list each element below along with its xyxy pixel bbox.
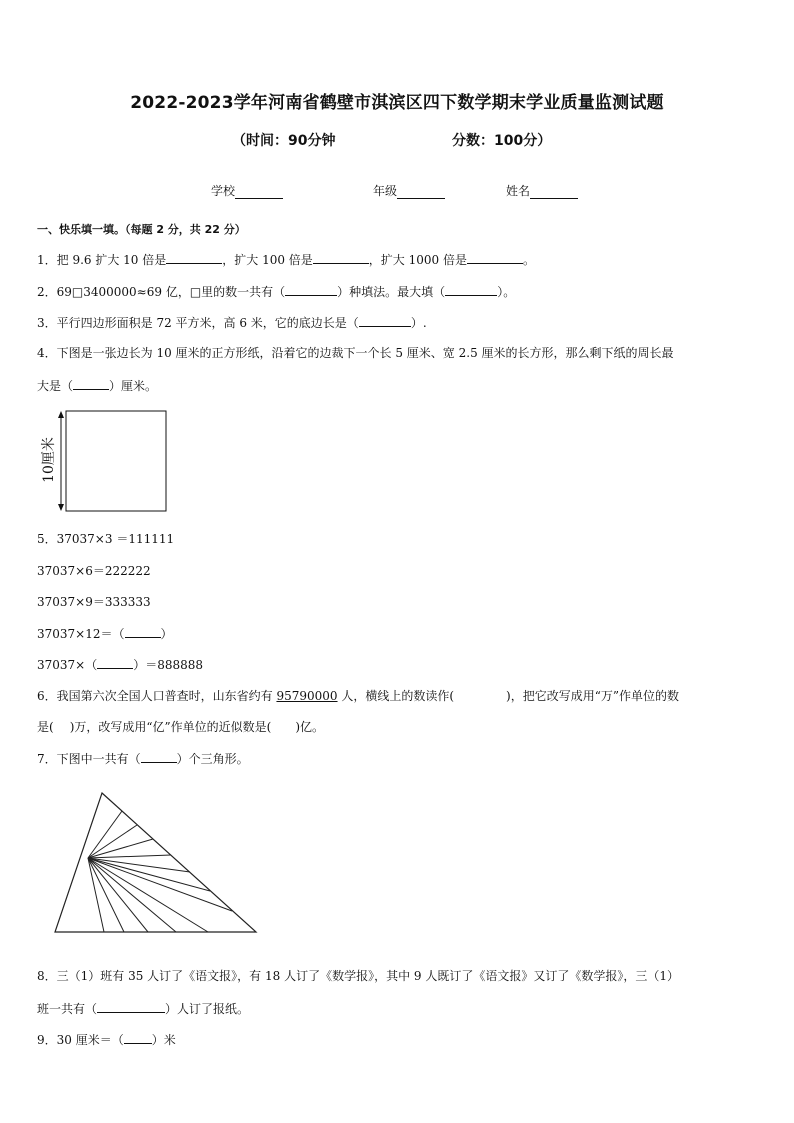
school-label: 学校	[211, 184, 236, 198]
question-6-line-1	[37, 688, 679, 704]
square-shape	[66, 411, 166, 511]
q2-text-a: 2．69□3400000≈69 亿，□里的数一共有（	[37, 285, 286, 299]
q6-text-d: 是(	[37, 720, 54, 734]
q5-blank-2[interactable]	[97, 656, 133, 669]
q9-text-b: ）米	[151, 1033, 176, 1047]
outer-triangle	[55, 793, 256, 932]
name-blank[interactable]	[530, 184, 578, 199]
q3-blank[interactable]	[359, 314, 411, 327]
q1-blank-3[interactable]	[467, 251, 523, 264]
question-3	[37, 314, 427, 331]
question-8-line-2	[37, 1000, 249, 1017]
score-label: 分数：100分）	[452, 133, 552, 149]
arrow-down-icon	[58, 504, 64, 511]
q7-text-a: 7．下图中一共有（	[37, 752, 141, 766]
grade-blank[interactable]	[397, 184, 445, 199]
question-2	[37, 283, 515, 300]
question-6-line-2	[37, 719, 324, 735]
question-4-line-1: 4．下图是一张边长为 10 厘米的正方形纸，沿着它的边裁下一个长 5 厘米、宽 2.5 厘米的长方形，那么剩下纸的周长最	[37, 346, 674, 360]
question-9	[37, 1031, 176, 1048]
q6-text-c: )，把它改写成用“万”作单位的数	[506, 689, 679, 703]
triangle-figure	[52, 790, 260, 936]
name-field	[506, 182, 578, 199]
q1-text-b: ，扩大 100 倍是	[222, 253, 313, 267]
question-5-line-5	[37, 656, 203, 673]
q1-text-d: 。	[522, 253, 535, 267]
q5-text-b: ）	[160, 627, 173, 641]
q5-text-d: ）＝888888	[133, 658, 204, 672]
q6-text-b: 人，横线上的数读作(	[337, 689, 455, 703]
question-4-line-2	[37, 377, 157, 394]
question-1	[37, 251, 535, 268]
q1-blank-1[interactable]	[166, 251, 222, 264]
q6-population-number: 95790000	[276, 689, 338, 703]
q6-text-e: )万，改写成用“亿”作单位的近似数是(	[69, 720, 272, 734]
q8-text-b: ）人订了报纸。	[165, 1002, 250, 1016]
q5-text-c: 37037×（	[37, 658, 98, 672]
q1-text-a: 1．把 9.6 扩大 10 倍是	[37, 253, 167, 267]
q1-text-c: ，扩大 1000 倍是	[368, 253, 467, 267]
q2-text-b: ）种填法。最大填（	[337, 285, 446, 299]
q6-text-a: 6．我国第六次全国人口普查时，山东省约有	[37, 689, 277, 703]
q8-blank[interactable]	[97, 1000, 165, 1013]
q4-text-b: ）厘米。	[109, 379, 158, 393]
q4-blank[interactable]	[73, 377, 109, 390]
page-title: 2022-2023学年河南省鹤壁市淇滨区四下数学期末学业质量监测试题	[130, 93, 664, 113]
arrow-up-icon	[58, 411, 64, 418]
name-label: 姓名	[506, 184, 531, 198]
q3-text-a: 3．平行四边形面积是 72 平方米，高 6 米，它的底边长是（	[37, 316, 359, 330]
q9-blank[interactable]	[124, 1031, 152, 1044]
q2-text-c: ）。	[497, 285, 516, 299]
question-5-line-2: 37037×6＝222222	[37, 564, 151, 578]
square-side-label: 10厘米	[41, 437, 57, 483]
q2-blank-2[interactable]	[445, 283, 497, 296]
school-blank[interactable]	[235, 184, 283, 199]
time-label: （时间：90分钟	[232, 133, 336, 149]
q5-text-a: 37037×12＝（	[37, 627, 125, 641]
q3-text-b: ）.	[410, 316, 427, 330]
q1-blank-2[interactable]	[313, 251, 369, 264]
school-field	[211, 182, 283, 199]
grade-field	[373, 182, 445, 199]
q9-text-a: 9．30 厘米＝（	[37, 1033, 124, 1047]
fan-line	[88, 825, 137, 858]
q8-text-a: 班一共有（	[37, 1002, 98, 1016]
q2-blank-1[interactable]	[285, 283, 337, 296]
fan-lines	[88, 811, 232, 932]
question-8-line-1: 8．三（1）班有 35 人订了《语文报》，有 18 人订了《数学报》，其中 9 人既订了《语文报》又订了《数学报》，三（1）	[37, 969, 679, 983]
grade-label: 年级	[373, 184, 398, 198]
q7-text-b: ）个三角形。	[176, 752, 249, 766]
fan-line	[88, 858, 190, 872]
fan-line	[88, 839, 153, 858]
question-5-line-1: 5．37037×3 ＝111111	[37, 532, 175, 546]
q5-blank-1[interactable]	[125, 625, 161, 638]
question-5-line-3: 37037×9＝333333	[37, 595, 151, 609]
section-heading: 一、快乐填一填。（每题 2 分，共 22 分）	[37, 223, 246, 236]
q7-blank[interactable]	[141, 750, 177, 763]
question-7	[37, 750, 249, 767]
q4-text-a: 大是（	[37, 379, 74, 393]
q6-text-f: )亿。	[295, 720, 325, 734]
fan-line	[88, 855, 171, 858]
question-5-line-4	[37, 625, 173, 642]
